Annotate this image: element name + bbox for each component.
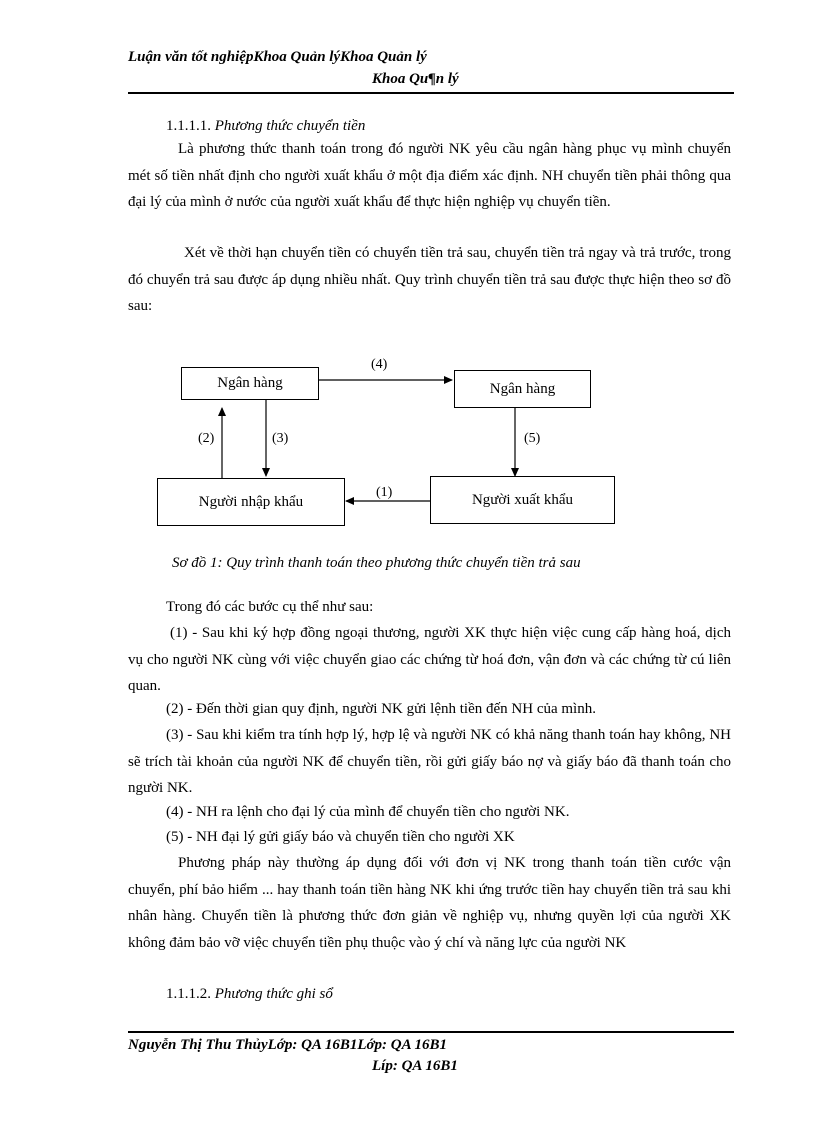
flow-label-2: (2) xyxy=(198,431,215,446)
header-line-1: Luận văn tốt nghiệpKhoa Quản lýKhoa Quản lý xyxy=(128,49,427,65)
step-5: (5) - NH đại lý gửi giấy báo và chuyển tiền cho người XK xyxy=(166,829,515,845)
section2-title: Phương thức ghi sổ xyxy=(214,986,333,1002)
footer-line-1: Nguyễn Thị Thu ThủyLớp: QA 16B1Lớp: QA 16B1 xyxy=(128,1037,448,1053)
section2-heading xyxy=(166,986,333,1003)
bank-left-box xyxy=(181,367,319,400)
importer-label: Người nhập khẩu xyxy=(198,493,304,510)
section2-number: 1.1.1.2. xyxy=(166,986,211,1002)
bank-left-label: Ngân hàng xyxy=(217,375,283,391)
bank-right-box xyxy=(454,370,591,408)
flow-label-5: (5) xyxy=(524,431,541,446)
flow-label-1: (1) xyxy=(376,485,393,500)
steps-intro: Trong đó các bước cụ thể như sau: xyxy=(166,599,374,615)
header-line-2: Khoa Qu¶n lý xyxy=(372,71,459,87)
exporter-box xyxy=(430,476,615,524)
exporter-label: Người xuất khẩu xyxy=(471,491,574,508)
flow-label-3: (3) xyxy=(272,431,289,446)
flow-label-4: (4) xyxy=(371,357,388,372)
section-title: Phương thức chuyển tiền xyxy=(214,118,366,134)
diagram-caption: Sơ đồ 1: Quy trình thanh toán theo phương thức chuyển tiền trả sau xyxy=(172,555,581,571)
importer-box xyxy=(157,478,345,526)
footer-line-2: Líp: QA 16B1 xyxy=(372,1058,458,1074)
section-number: 1.1.1.1. xyxy=(166,118,211,134)
intro-paragraph: Là phương thức thanh toán trong đó người NK yêu cầu ngân hàng phục vụ mình chuyển mét số tiền nhất định cho người xuất khẩu ở một địa điểm xác định. NH chuyển tiền phải thông qua đại lý của mình ở nước của người xuất khẩu để thực hiện nghiệp vụ chuyển tiền. xyxy=(128,141,731,210)
step-1: (1) - Sau khi ký hợp đồng ngoại thương, người XK thực hiện việc cung cấp hàng hoá, dịch vụ cho người NK cùng với việc chuyển giao các chứng từ hoá đơn, vận đơn và các chứng từ cú liên quan. xyxy=(128,625,731,694)
step-2: (2) - Đến thời gian quy định, người NK gửi lệnh tiền đến NH của mình. xyxy=(166,701,596,717)
footer-rule xyxy=(128,1031,734,1033)
step-3: (3) - Sau khi kiểm tra tính hợp lý, hợp lệ và người NK có khả năng thanh toán hay không, NH sẽ trích tài khoản của người NK để chuyển tiền, rồi gửi giấy báo nợ và giấy báo đã thanh toán cho người NK. xyxy=(128,727,731,796)
step-4: (4) - NH ra lệnh cho đại lý của mình để chuyển tiền cho người NK. xyxy=(166,804,570,820)
term-paragraph: Xét về thời hạn chuyển tiền có chuyển tiền trả sau, chuyển tiền trả ngay và trả trước, trong đó chuyển trả sau được áp dụng nhiều nhất. Quy trình chuyển tiền trả sau được thực hiện theo sơ đồ sau: xyxy=(128,245,731,314)
closing-paragraph: Phương pháp này thường áp dụng đối với đơn vị NK trong thanh toán tiền cước vận chuyển, phí bảo hiểm ... hay thanh toán tiền hàng NK khi ứng trước tiền hay chuyển tiền trả sau khi nhân hàng. Chuyển tiền là phương thức đơn giản về nghiệp vụ, nhưng quyền lợi của người XK không đảm bảo vỡ việc chuyển tiền phụ thuộc vào ý chí và năng lực của người NK xyxy=(128,855,731,951)
bank-right-label: Ngân hàng xyxy=(489,380,556,397)
